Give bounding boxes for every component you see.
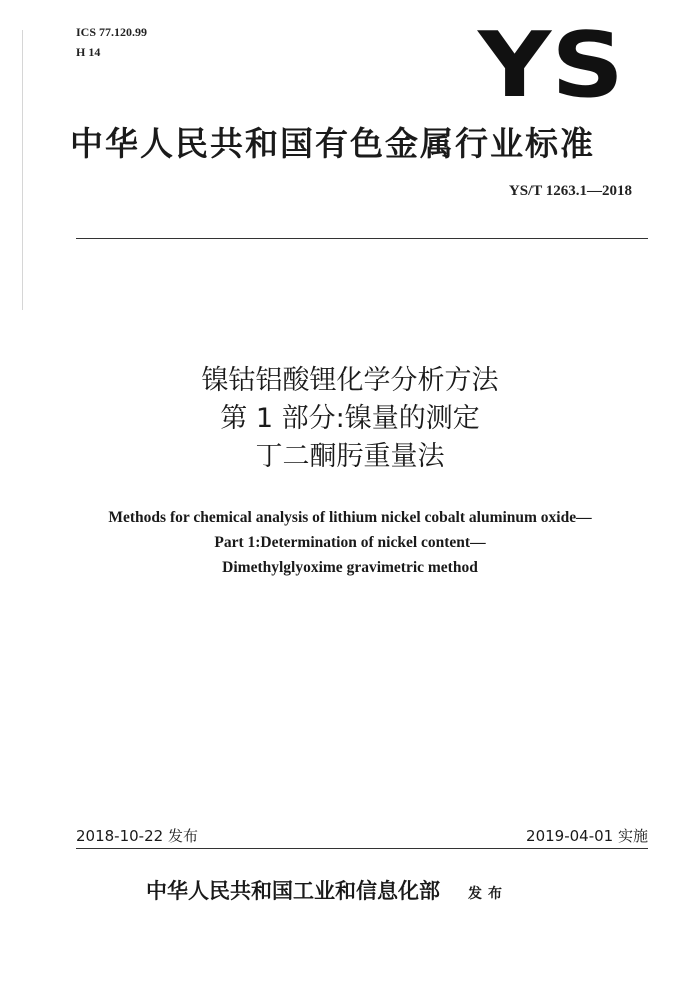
issuer-suffix: 发布 xyxy=(468,886,508,902)
ccs-code: H 14 xyxy=(76,45,101,59)
implementation-date: 2019-04-01 实施 xyxy=(526,827,648,845)
issuer-name: 中华人民共和国工业和信息化部 xyxy=(146,878,440,903)
chinese-title-line-3: 丁二酮肟重量法 xyxy=(255,441,445,472)
header-divider xyxy=(76,238,648,239)
footer-divider xyxy=(76,848,648,849)
english-title-line-2: Part 1:Determination of nickel content— xyxy=(214,534,486,551)
issue-date: 2018-10-22 发布 xyxy=(76,827,198,845)
english-title-line-3: Dimethylglyoxime gravimetric method xyxy=(222,559,478,576)
standard-number: YS/T 1263.1—2018 xyxy=(508,183,632,199)
binding-margin-line xyxy=(22,30,23,310)
ys-logo xyxy=(476,26,626,102)
classification-codes xyxy=(76,22,147,62)
issuer xyxy=(146,875,508,905)
chinese-title-line-2: 第 1 部分:镍量的测定 xyxy=(220,403,480,434)
ics-code: ICS 77.120.99 xyxy=(76,25,148,39)
chinese-title-line-1: 镍钴铝酸锂化学分析方法 xyxy=(201,365,499,396)
english-title xyxy=(0,505,700,580)
english-title-line-1: Methods for chemical analysis of lithium nickel cobalt aluminum oxide— xyxy=(108,509,592,526)
chinese-title xyxy=(0,362,700,476)
ys-logo-text: YS xyxy=(476,26,624,102)
organization-title: 中华人民共和国有色金属行业标准 xyxy=(70,124,595,163)
